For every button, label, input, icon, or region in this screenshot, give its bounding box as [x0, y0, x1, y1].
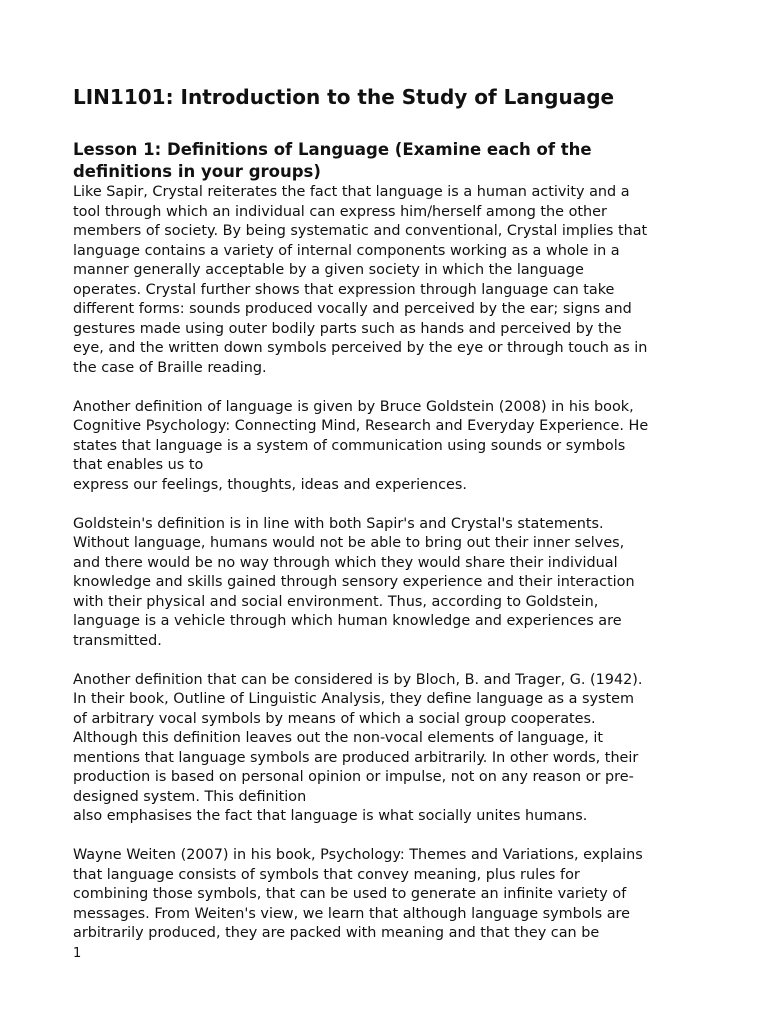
paragraph-line: Without language, humans would not be able to bring out their inner selves, — [73, 535, 625, 551]
paragraph-line: the case of Braille reading. — [73, 359, 267, 376]
page-number: 1 — [73, 946, 82, 961]
paragraph-line: also emphasises the fact that language is what socially unites humans. — [73, 808, 588, 824]
paragraph-line: Wayne Weiten (2007) in his book, Psychology: Themes and Variations, explains — [73, 847, 643, 863]
body-text — [73, 183, 703, 944]
paragraph — [73, 183, 703, 378]
paragraph-line: manner generally acceptable by a given society in which the language — [73, 262, 584, 278]
lesson-heading-line: Lesson 1: Definitions of Language (Examine each of the — [73, 140, 592, 159]
paragraph-line: Goldstein's definition is in line with both Sapir's and Crystal's statements. — [73, 515, 604, 532]
paragraph-line: of arbitrary vocal symbols by means of which a social group cooperates. — [73, 710, 596, 727]
paragraph-line: gestures made using outer bodily parts such as hands and perceived by the — [73, 320, 622, 337]
paragraph-line: with their physical and social environment. Thus, according to Goldstein, — [73, 593, 599, 610]
paragraph-line: Cognitive Psychology: Connecting Mind, Research and Everyday Experience. He — [73, 418, 649, 434]
paragraph-line: express our feelings, thoughts, ideas and experiences. — [73, 476, 467, 493]
paragraph-line: states that language is a system of communication using sounds or symbols — [73, 437, 626, 454]
paragraph-line: language contains a variety of internal components working as a whole in a — [73, 242, 620, 259]
lesson-heading-line: definitions in your groups) — [73, 162, 321, 181]
paragraph-line: that enables us to — [73, 457, 204, 473]
paragraph-line: combining those symbols, that can be used to generate an infinite variety of — [73, 886, 627, 902]
document-title: LIN1101: Introduction to the Study of Language — [73, 85, 615, 109]
paragraph-line: mentions that language symbols are produced arbitrarily. In other words, their — [73, 749, 639, 766]
paragraph-line: knowledge and skills gained through sensory experience and their interaction — [73, 574, 635, 590]
paragraph-line: messages. From Weiten's view, we learn that although language symbols are — [73, 905, 630, 922]
paragraph-line: designed system. This definition — [73, 788, 307, 805]
paragraph-line: eye, and the written down symbols perceived by the eye or through touch as in — [73, 340, 648, 356]
paragraph-line: language is a vehicle through which human knowledge and experiences are — [73, 613, 622, 629]
paragraph-line: Another definition of language is given by Bruce Goldstein (2008) in his book, — [73, 398, 634, 415]
paragraph-line: production is based on personal opinion or impulse, not on any reason or pre- — [73, 769, 634, 785]
paragraph-line: operates. Crystal further shows that expression through language can take — [73, 281, 615, 298]
paragraph-line: In their book, Outline of Linguistic Analysis, they define language as a system — [73, 691, 634, 707]
paragraph-line: arbitrarily produced, they are packed with meaning and that they can be — [73, 925, 600, 941]
paragraph-line: Another definition that can be considered is by Bloch, B. and Trager, G. (1942). — [73, 671, 643, 688]
paragraph-line: that language consists of symbols that convey meaning, plus rules for — [73, 866, 580, 883]
paragraph-line: Although this definition leaves out the non-vocal elements of language, it — [73, 730, 604, 746]
document-page — [73, 84, 703, 963]
paragraph-line: and there would be no way through which they would share their individual — [73, 554, 618, 571]
paragraph — [73, 846, 703, 944]
paragraph — [73, 671, 703, 827]
paragraph-line: transmitted. — [73, 632, 162, 649]
paragraph-line: different forms: sounds produced vocally and perceived by the ear; signs and — [73, 301, 632, 317]
paragraph — [73, 398, 703, 496]
lesson-heading — [73, 139, 703, 183]
paragraph-line: Like Sapir, Crystal reiterates the fact that language is a human activity and a — [73, 184, 630, 200]
paragraph-line: members of society. By being systematic and conventional, Crystal implies that — [73, 223, 648, 239]
paragraph — [73, 515, 703, 652]
paragraph-line: tool through which an individual can express him/herself among the other — [73, 203, 607, 220]
